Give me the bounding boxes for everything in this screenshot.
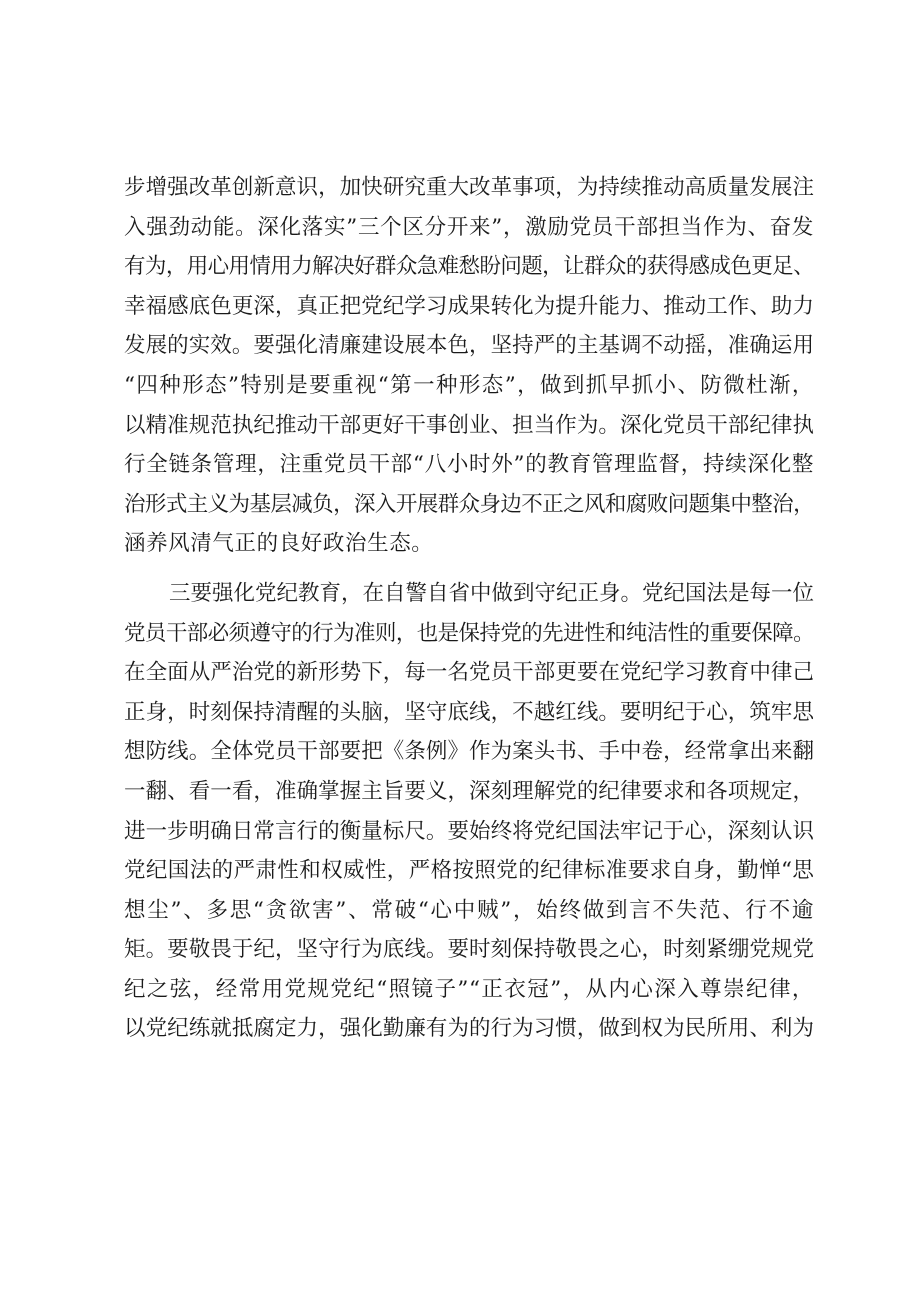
text-line: 矩。要敬畏于纪，坚守行为底线。要时刻保持敬畏之心，时刻紧绷党规党: [124, 937, 814, 963]
text-line: 行全链条管理，注重党员干部“八小时外”的教育管理监督，持续深化整: [124, 452, 814, 478]
text-line: 发展的实效。要强化清廉建设展本色，坚持严的主基调不动摇，准确运用: [124, 333, 814, 359]
text-line: 进一步明确日常言行的衡量标尺。要始终将党纪国法牢记于心，深刻认识: [124, 818, 814, 844]
text-line: “四种形态”特别是要重视“第一种形态”，做到抓早抓小、防微杜渐，: [124, 372, 814, 398]
text-line: 想尘”、多思“贪欲害”、常破“心中贼”，始终做到言不失范、行不逾: [124, 897, 814, 923]
text-line: 纪之弦，经常用党规党纪“照镜子”“正衣冠”，从内心深入尊崇纪律，: [124, 976, 814, 1002]
paragraph-1: [124, 168, 814, 564]
text-line: 有为，用心用情用力解决好群众急难愁盼问题，让群众的获得感成色更足、: [124, 254, 814, 280]
text-line: 涵养风清气正的良好政治生态。: [124, 531, 434, 557]
text-line: 三要强化党纪教育，在自警自省中做到守纪正身。党纪国法是每一位: [169, 580, 814, 606]
text-line: 党员干部必须遵守的行为准则，也是保持党的先进性和纯洁性的重要保障。: [124, 620, 814, 646]
text-line: 以党纪练就抵腐定力，强化勤廉有为的行为习惯，做到权为民所用、利为: [124, 1016, 814, 1042]
text-line: 想防线。全体党员干部要把《条例》作为案头书、手中卷，经常拿出来翻: [124, 739, 814, 765]
paragraph-spacer: [124, 564, 814, 574]
text-line: 入强劲动能。深化落实”三个区分开来”，激励党员干部担当作为、奋发: [124, 214, 814, 240]
body-text: [124, 168, 814, 1049]
text-line: 幸福感底色更深，真正把党纪学习成果转化为提升能力、推动工作、助力: [124, 293, 814, 319]
text-line: 步增强改革创新意识，加快研究重大改革事项，为持续推动高质量发展注: [124, 175, 814, 200]
text-line: 治形式主义为基层减负，深入开展群众身边不正之风和腐败问题集中整治，: [124, 491, 814, 517]
paragraph-2: [124, 574, 814, 1049]
text-line: 在全面从严治党的新形势下，每一名党员干部更要在党纪学习教育中律己: [124, 660, 814, 686]
text-line: 以精准规范执纪推动干部更好干事创业、担当作为。深化党员干部纪律执: [124, 412, 814, 438]
text-line: 一翻、看一看，准确掌握主旨要义，深刻理解党的纪律要求和各项规定，: [124, 778, 814, 804]
text-line: 党纪国法的严肃性和权威性，严格按照党的纪律标准要求自身，勤惮“思: [124, 858, 814, 884]
text-line: 正身，时刻保持清醒的头脑，坚守底线，不越红线。要明纪于心，筑牢思: [124, 699, 814, 725]
